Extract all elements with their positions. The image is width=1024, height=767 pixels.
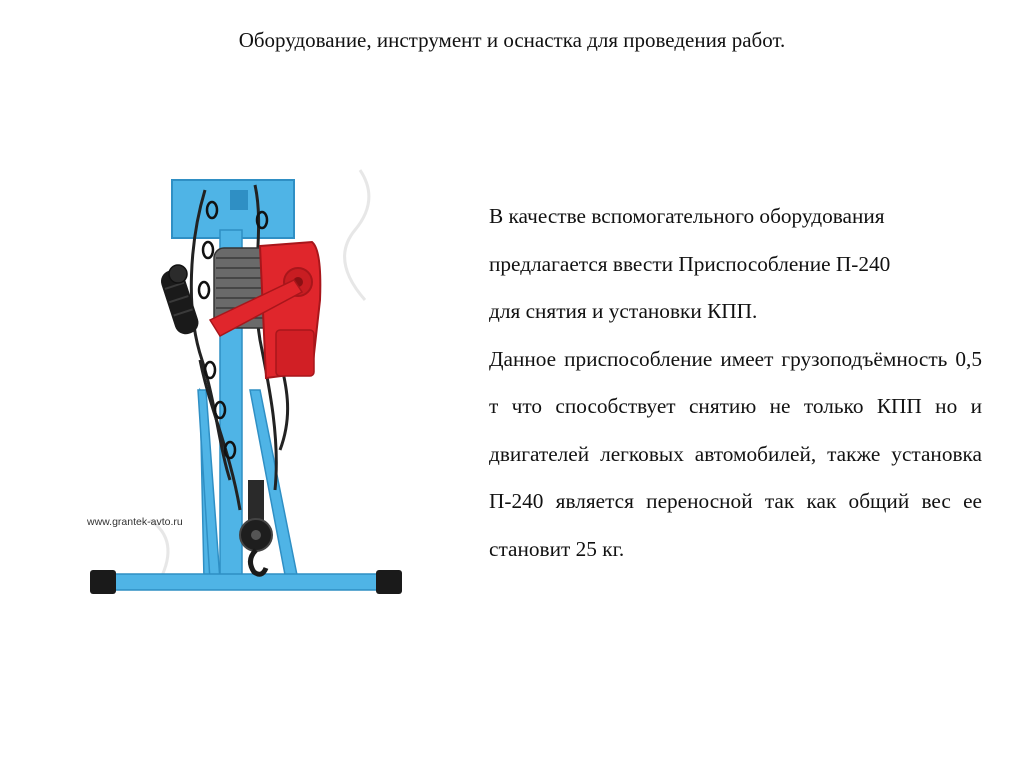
slide-title: Оборудование, инструмент и оснастка для проведения работ. [238, 28, 786, 52]
body-paragraph-2: Данное приспособление имеет грузоподъёмность 0,5 т что способствует снятию не только КПП но и двигателей легковых автомобилей, также установка П-240 является переносной так как общий вес ее становит 25 кг. [489, 346, 982, 561]
body-line-2: предлагается ввести Приспособление П-240 [489, 251, 891, 276]
body-line-3: для снятия и установки КПП. [489, 299, 758, 323]
photo-watermark: www.grantek-avto.ru [87, 516, 183, 528]
device-photo [80, 150, 410, 610]
body-text [489, 193, 982, 573]
body-line-1: В качестве вспомогательного оборудования [489, 204, 885, 228]
